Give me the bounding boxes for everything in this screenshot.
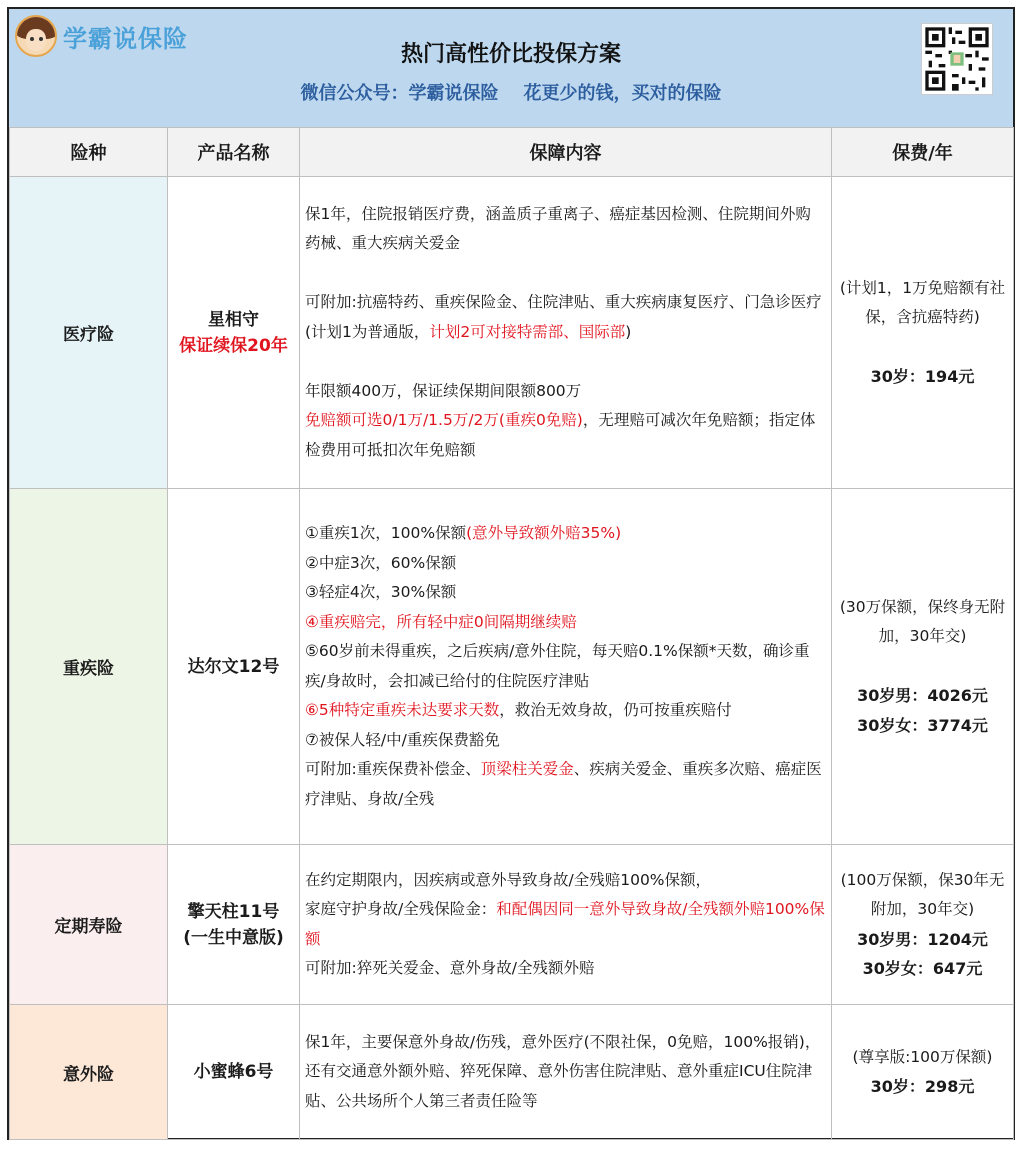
product-cell [168,845,300,1005]
premium-note: (计划1，1万免赔额有社保，含抗癌特药) [839,278,1006,326]
premium-note: (尊享版:100万保额) [852,1047,993,1066]
page-subtitle: 微信公众号：学霸说保险 花更少的钱，买对的保险 [300,83,722,104]
product-note: 保证续保20年 [179,335,288,356]
col-header-category: 险种 [10,128,168,177]
highlight-text: 和配偶因同一意外导致身故/全残额外赔100%保额 [305,900,825,948]
page-title: 热门高性价比投保方案 [400,42,621,67]
plan-frame [7,7,1015,1140]
coverage-text: ⑤60岁前未得重疾，之后疾病/意外住院，每天赔0.1%保额*天数，确诊重疾/身故时，会扣减已给付的住院医疗津贴 [305,642,810,690]
coverage-cell [300,1005,832,1140]
coverage-text: 在约定期限内，因疾病或意外导致身故/全残赔100%保额， [305,870,712,889]
category-cell: 重疾险 [10,489,168,845]
product-note: (一生中意版) [183,927,284,948]
coverage-cell [300,489,832,845]
premium-price-female: 30岁女：647元 [862,959,983,978]
coverage-text: 可附加:抗癌特药、重疾保险金、住院津贴、重大疾病康复医疗、门急诊医疗(计划1为普通版，计划2可对接特需部、国际部) [305,293,822,341]
product-cell [168,1005,300,1140]
premium-price-female: 30岁女：3774元 [857,715,988,735]
table-row-term-life [10,845,1014,1005]
coverage-cell [300,845,832,1005]
product-cell [168,489,300,845]
coverage-text: ⑥5种特定重疾未达要求天数，救治无效身故，仍可按重疾赔付 [305,701,732,719]
logo-text: 学霸说保险 [63,24,188,53]
coverage-text: 可附加:猝死关爱金、意外身故/全残额外赔 [305,959,595,977]
highlight-text: ⑥5种特定重疾未达要求天数 [305,701,500,719]
coverage-text: ③轻症4次，30%保额 [305,583,457,601]
coverage-text: 保1年，主要保意外身故/伤残，意外医疗(不限社保，0免赔，100%报销)，还有交通意外额外赔、猝死保障、意外伤害住院津贴、意外重症ICU住院津贴、公共场所个人第三者责任险等 [305,1032,821,1110]
col-header-premium: 保费/年 [832,128,1014,177]
premium-note: (30万保额，保终身无附加，30年交) [839,597,1006,646]
coverage-text: 家庭守护身故/全残保险金：和配偶因同一意外导致身故/全残额外赔100%保额 [305,900,825,948]
highlight-text: 免赔额可选0/1万/1.5万/2万(重疾0免赔) [305,411,583,430]
highlight-text: 顶梁柱关爱金 [480,760,574,778]
coverage-text: ⑦被保人轻/中/重疾保费豁免 [305,730,500,749]
coverage-text: 免赔额可选0/1万/1.5万/2万(重疾0免赔)，无理赔可减次年免赔额；指定体检费用可抵扣次年免赔额 [305,411,816,459]
premium-price: 30岁：298元 [870,1077,975,1096]
product-name: 擎天柱11号 [187,901,280,922]
highlight-text: (意外导致额外赔35%) [466,524,622,542]
table-row-accident [10,1005,1014,1140]
premium-price-male: 30岁男：1204元 [857,929,988,949]
product-name: 星相守 [208,309,259,330]
premium-cell [832,177,1014,489]
table-row-critical-illness [10,489,1014,845]
col-header-coverage: 保障内容 [300,128,832,177]
premium-cell [832,845,1014,1005]
page-header [9,9,1013,127]
col-header-product: 产品名称 [168,128,300,177]
premium-note: (100万保额，保30年无附加，30年交) [840,870,1005,918]
qr-code-icon [921,23,993,95]
table-row-medical [10,177,1014,489]
premium-cell [832,1005,1014,1140]
product-name: 达尔文12号 [187,656,280,677]
coverage-text: 保1年，住院报销医疗费，涵盖质子重离子、癌症基因检测、住院期间外购药械、重大疾病关爱金 [305,204,811,253]
category-cell: 医疗险 [10,177,168,489]
coverage-text: 可附加:重疾保费补偿金、顶梁柱关爱金、疾病关爱金、重疾多次赔、癌症医疗津贴、身故/全残 [305,760,822,808]
table-header-row [10,128,1014,177]
category-cell: 定期寿险 [10,845,168,1005]
highlight-text: ④重疾赔完，所有轻中症0间隔期继续赔 [305,612,577,631]
plan-table [9,127,1014,1140]
coverage-text: ②中症3次，60%保额 [305,553,457,572]
product-cell [168,177,300,489]
product-name: 小蜜蜂6号 [193,1062,274,1082]
category-cell: 意外险 [10,1005,168,1140]
coverage-text: ①重疾1次，100%保额(意外导致额外赔35%) [305,524,622,542]
premium-cell [832,489,1014,845]
premium-price: 30岁：194元 [870,367,975,386]
coverage-text: 年限额400万，保证续保期间限额800万 [305,381,582,400]
coverage-cell [300,177,832,489]
highlight-text: 计划2可对接特需部、国际部 [429,322,626,341]
premium-price-male: 30岁男：4026元 [857,686,988,706]
